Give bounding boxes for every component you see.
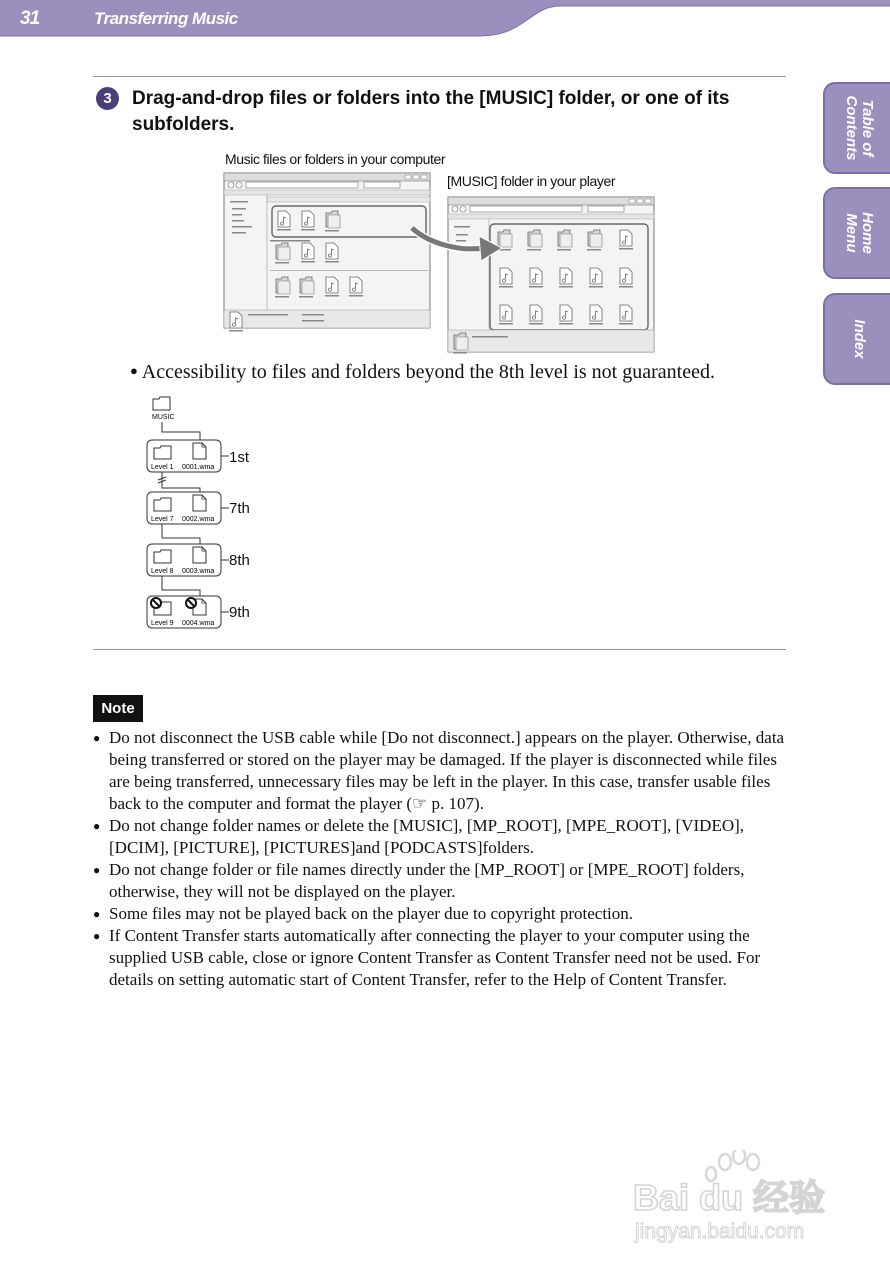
level-7-folder-icon [154,498,171,511]
level-7-file-label: 0002.wma [182,516,215,523]
watermark-url: jingyan.baidu.com [635,1220,805,1243]
level-8-folder-label: Level 8 [151,568,174,575]
level-8-file-label: 0003.wma [182,568,215,575]
level-ordinal-1st: 1st [229,449,250,466]
step-instruction: Drag-and-drop files or folders into the [MUSIC] folder, or one of its subfolders. [132,88,730,135]
page-header [0,0,890,40]
note-item: ● Do not change folder names or delete the [MUSIC], [MP_ROOT], [MPE_ROOT], [VIDEO], [DCIM], [PICTURE], [PICTURES]and [PODCASTS]folders. [93,815,793,859]
note-item: ● If Content Transfer starts automatically after connecting the player to your computer using the supplied USB cable, close or ignore Content Transfer as Content Transfer need not be used. For details on setting automatic start of Content Transfer, refer to the Help of Content Transfer. [93,925,793,991]
level-1-folder-icon [154,446,171,459]
level-ordinal-7th: 7th [229,500,250,517]
accessibility-bullet [130,361,715,384]
tab-index[interactable] [823,293,890,385]
folder-hierarchy-diagram [140,392,235,632]
level-8-file-icon [193,547,206,563]
tab-table-of-contents[interactable] [823,82,890,174]
tab-index-label: Index [851,319,868,359]
accessibility-text: Accessibility to files and folders beyond the 8th level is not guaranteed. [141,361,715,383]
bullet-dot: ● [130,363,138,378]
level-9-file-label: 0004.wma [182,620,215,627]
level-9-folder-label: Level 9 [151,620,174,627]
baidu-watermark [633,1150,843,1250]
player-window [448,197,654,354]
level-9-file-no-access-icon [186,598,196,608]
level-7-file-icon [193,495,206,511]
note-list [93,727,793,991]
watermark-brand: Bai du 经验 [633,1177,826,1218]
bottom-divider [93,649,786,650]
note-item: ● Do not change folder or file names directly under the [MP_ROOT] or [MPE_ROOT] folders, otherwise, they will not be displayed on the player. [93,859,793,903]
page-number: 31 [20,8,40,29]
level-1-file-icon [193,443,206,459]
level-ordinal-8th: 8th [229,552,250,569]
note-item: ● Do not disconnect the USB cable while [Do not disconnect.] appears on the player. Otherwise, data being transferred or stored on the player may be damaged. If the player is disconnected while files are being transferred, unnecessary files may be left in the player. In this case, transfer usable files back to the computer and format the player (☞ p. 107). [93,727,793,815]
music-root-label: MUSIC [152,414,175,421]
section-title: Transferring Music [94,9,238,28]
tab-table-of-contents-label: Table of Contents [843,95,876,161]
step-number-badge: 3 [96,87,119,110]
tab-home-menu[interactable] [823,187,890,279]
player-caption: [MUSIC] folder in your player [447,173,616,189]
note-item: ● Some files may not be played back on the player due to copyright protection. [93,903,793,925]
level-7-folder-label: Level 7 [151,516,174,523]
drag-drop-illustration [222,170,658,356]
level-9-folder-no-access-icon [151,598,161,608]
note-label: Note [93,695,143,722]
level-1-file-label: 0001.wma [182,464,215,471]
tab-home-menu-label: Home Menu [843,212,876,254]
level-8-folder-icon [154,550,171,563]
computer-caption: Music files or folders in your computer [225,151,446,167]
music-root-folder-icon [153,397,170,410]
top-divider [93,76,786,77]
level-1-folder-label: Level 1 [151,464,174,471]
level-ordinal-9th: 9th [229,604,250,621]
computer-window [224,173,430,332]
